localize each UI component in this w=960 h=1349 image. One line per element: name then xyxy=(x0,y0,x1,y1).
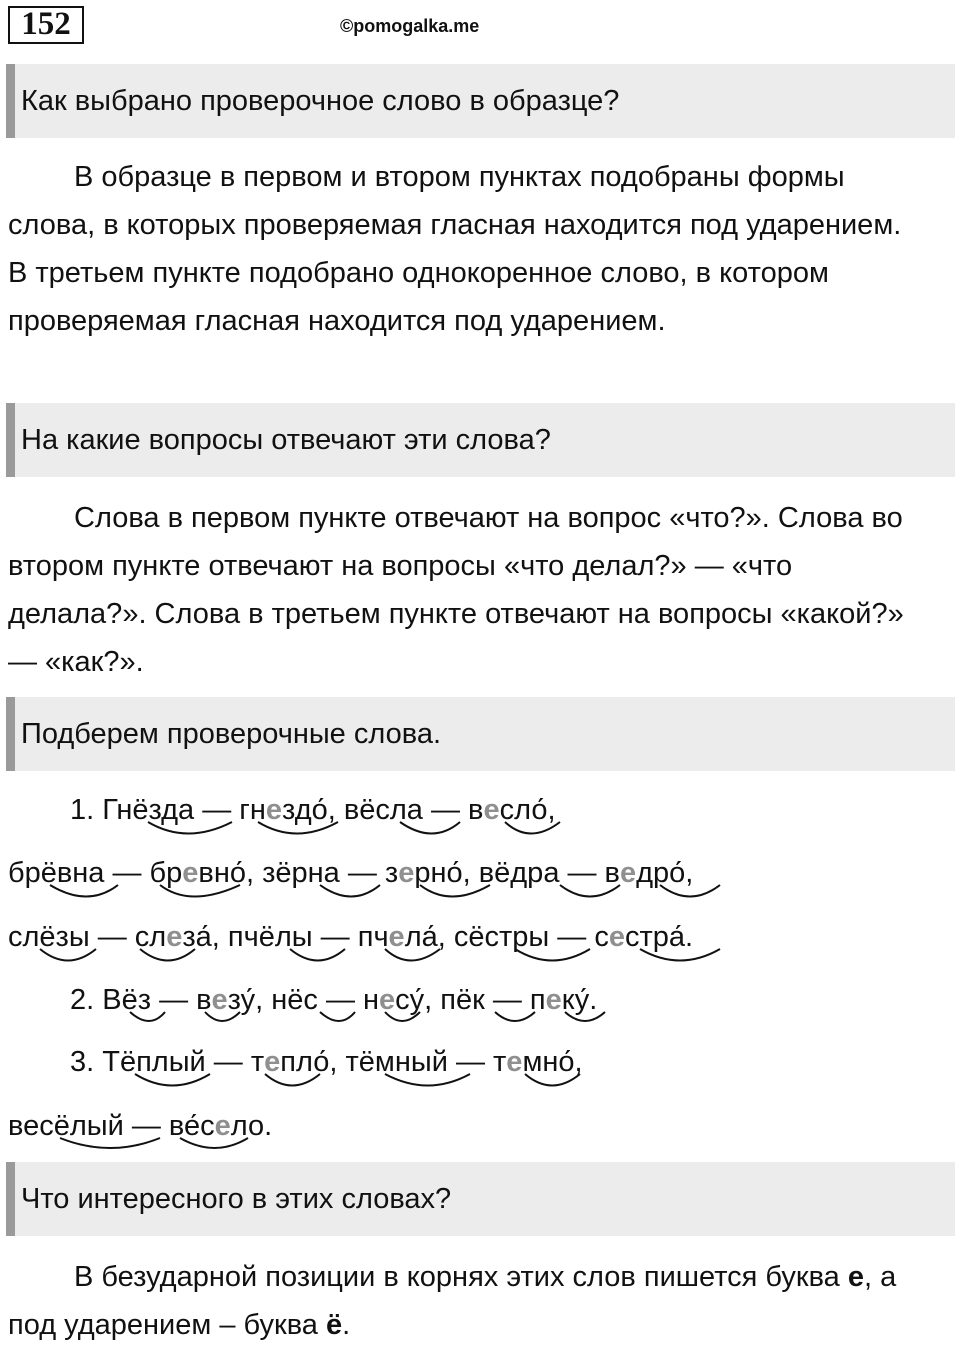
answer-4: В безударной позиции в корнях этих слов пишется буква е, а под ударением – буква ё. xyxy=(8,1261,897,1341)
answer-1-text: В образце в первом и втором пунктах подобраны формы слова, в которых проверяемая гласная находится под ударением. В третьем пункте подобрано однокоренное слово, в котором проверяемая гласная находится под ударением. xyxy=(8,161,902,337)
question-2: На какие вопросы отвечают эти слова? xyxy=(6,403,955,477)
answer-1 xyxy=(8,153,908,345)
word-line-5: 3. Тёплый — тепло́, тёмный — темно́, xyxy=(70,1046,583,1078)
question-4: Что интересного в этих словах? xyxy=(6,1162,955,1236)
word-line-6: весёлый — ве́село. xyxy=(8,1110,273,1142)
question-3: Подберем проверочные слова. xyxy=(6,697,955,771)
task-number: 152 xyxy=(8,6,84,44)
question-1: Как выбрано проверочное слово в образце? xyxy=(6,64,955,138)
word-line-3: слёзы — слеза́, пчёлы — пчела́, сёстры — сестра́. xyxy=(8,921,694,953)
watermark: ©pomogalka.me xyxy=(340,16,480,36)
word-line-4: 2. Вёз — везу́, нёс — несу́, пёк — пеку́. xyxy=(70,984,598,1016)
answer-2-text: Слова в первом пункте отвечают на вопрос «что?». Слова во втором пункте отвечают на вопросы «что делал?» — «что делала?». Слова в третьем пункте отвечают на вопросы «какой?» — «как?». xyxy=(8,502,904,678)
letter-yo: ё xyxy=(325,1309,343,1341)
word-line-2: брёвна — бревно́, зёрна — зерно́, вёдра — ведро́, xyxy=(8,857,694,889)
answer-2 xyxy=(8,494,908,686)
letter-e: е xyxy=(847,1261,864,1293)
word-line-1: 1. Гнёзда — гнездо́, вёсла — весло́, xyxy=(70,794,556,826)
